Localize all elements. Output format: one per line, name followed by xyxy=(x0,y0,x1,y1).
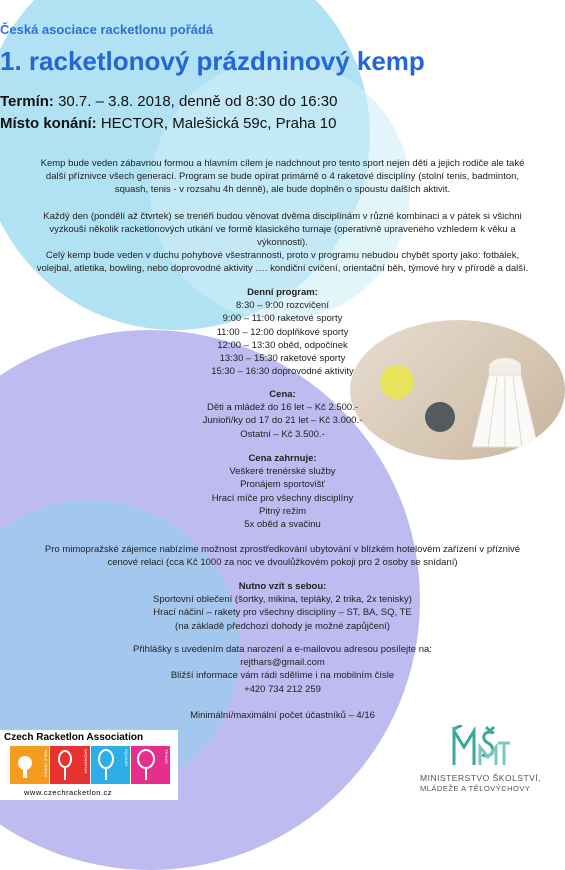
includes-item: Pitný režim xyxy=(259,505,306,517)
schedule-paragraph: Každý den (pondělí až čtvrtek) se trenéři budou věnovat dvěma disciplínám v různé kombinaci a v pátek si všichni vyzkouší několik racketlonových utkání ve formě klasického turnaje (operativně upraveného vzhledem k věku a výkonnosti). xyxy=(43,211,522,248)
daily-program xyxy=(150,286,415,378)
cra-logo-title: Czech Racketlon Association xyxy=(4,732,144,743)
cra-logo-cards xyxy=(10,746,170,784)
place-line xyxy=(0,115,565,132)
badminton-card xyxy=(50,746,89,784)
card-label: TENNIS xyxy=(164,749,169,764)
squash-ball xyxy=(425,402,455,432)
bring-item: Sportovní oblečení (šortky, mikina, tepláky, 2 trika, 2x tenisky) xyxy=(153,594,412,606)
includes-block xyxy=(150,452,415,531)
page-title: 1. racketlonový prázdninový kemp xyxy=(0,46,425,76)
contact-line: Bližší informace vám rádi sdělíme i na mobilním čísle xyxy=(170,670,395,682)
contact-phone: +420 734 212 259 xyxy=(244,683,321,695)
activities-paragraph: Celý kemp bude veden v duchu pohybové všestrannosti, proto v programu nebudou chybět sporty jako: fotbálek, volejbal, atletika, bowling, nebo doprovodné aktivity …. kondiční cvičení, orientační běh, týmové hry v přírodě a další. xyxy=(36,250,529,274)
includes-item: Hrací míče pro všechny disciplíny xyxy=(211,492,354,504)
accommodation-paragraph: Pro mimopražské zájemce nabízíme možnost zprostředkování ubytování v blízkém hotelovém zařízení v příznivé cenové relaci (cca Kč 1000 za noc ve dvoulůžkovém pokoji pro 2 osoby se snídaní) xyxy=(44,544,521,568)
bring-item: (na základě předchozí dohody je možné zapůjčení) xyxy=(175,620,390,632)
bring-block xyxy=(100,580,465,633)
price-heading: Cena: xyxy=(269,389,296,400)
msmt-line1: MINISTERSTVO ŠKOLSTVÍ, xyxy=(420,773,542,783)
msmt-mark-icon xyxy=(450,725,510,769)
intro-paragraph: Kemp bude veden zábavnou formou a hlavním cílem je nadchnout pro tento sport nejen děti a jejich rodiče ale také další příznivce všech generací. Program se bude opírat primárně o 4 raketové disciplíny (stolní tenis, badminton, squash, tenis - v rozsahu 4h denně), ale bude doplněn o spoustu dalších aktivit. xyxy=(40,158,525,195)
card-label: BADMINTON xyxy=(83,749,89,773)
msmt-logo xyxy=(420,725,560,800)
bring-item: Hrací náčiní – rakety pro všechny disciplíny – ST, BA, SQ, TE xyxy=(153,607,412,619)
place-label: Místo konání: xyxy=(0,115,97,132)
term-value: 30.7. – 3.8. 2018, denně od 8:30 do 16:30 xyxy=(58,93,338,110)
cra-logo-url[interactable]: www.czechracketlon.cz xyxy=(24,788,113,797)
price-item: Ostatní – Kč 3.500.- xyxy=(240,428,325,440)
bring-heading: Nutno vzít s sebou: xyxy=(238,581,327,592)
program-heading: Denní program: xyxy=(247,287,318,298)
program-item: 12:00 – 13:30 oběd, odpočinek xyxy=(217,339,348,351)
table-tennis-card xyxy=(10,746,49,784)
term-line xyxy=(0,93,565,110)
term-label: Termín: xyxy=(0,93,54,110)
contact-email[interactable]: rejthars@gmail.com xyxy=(240,657,325,669)
cra-logo xyxy=(0,730,178,800)
program-item: 11:00 – 12:00 doplňkové sporty xyxy=(216,326,349,338)
capacity-line: Minimální/maximální počet účastníků – 4/16 xyxy=(190,710,375,721)
msmt-line2: MLÁDEŽE A TĚLOVÝCHOVY xyxy=(420,784,531,793)
contact-line: Přihlášky s uvedením data narození a e-mailovou adresou posílejte na: xyxy=(133,644,432,655)
contact-block xyxy=(100,643,465,696)
shuttlecock-icon xyxy=(470,355,540,450)
pingpong-ball xyxy=(545,435,561,451)
place-value: HECTOR, Malešická 59c, Praha 10 xyxy=(100,115,337,132)
includes-item: Veškeré trenérské služby xyxy=(229,466,336,478)
includes-item: Pronájem sportovišť xyxy=(240,479,325,491)
tennis-card xyxy=(131,746,170,784)
program-item: 9:00 – 11:00 raketové sporty xyxy=(222,313,343,325)
squash-card xyxy=(91,746,130,784)
price-item: Děti a mládež do 16 let – Kč 2.500.- xyxy=(206,402,359,414)
program-item: 13:30 – 15:30 raketové sporty xyxy=(219,353,346,365)
includes-heading: Cena zahrnuje: xyxy=(248,453,317,464)
card-label: SQUASH xyxy=(123,749,129,766)
includes-item: 5x oběd a svačinu xyxy=(244,519,321,531)
program-item: 15:30 – 16:30 doprovodné aktivity xyxy=(211,366,354,378)
program-item: 8:30 – 9:00 rozcvičení xyxy=(236,300,329,312)
card-label: TABLE TENNIS xyxy=(43,749,49,778)
price-block xyxy=(150,388,415,441)
price-item: Junioři/ky od 17 do 21 let – Kč 3.000.- xyxy=(202,415,363,427)
organizer-line: Česká asociace racketlonu pořádá xyxy=(0,22,214,37)
